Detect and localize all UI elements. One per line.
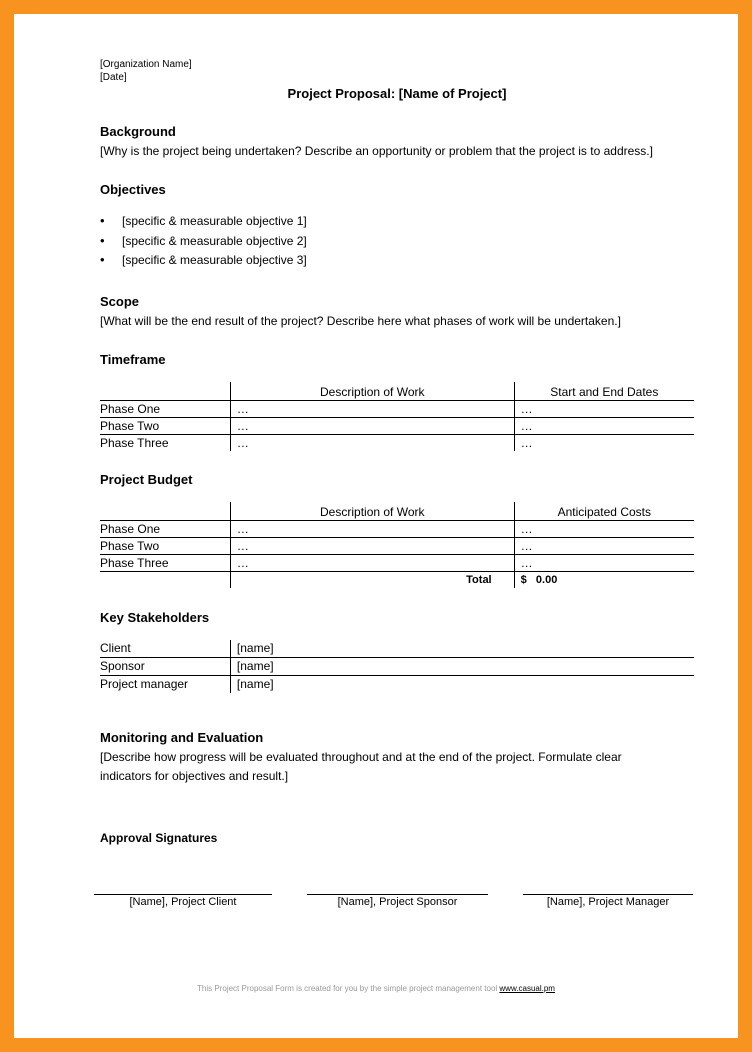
total-label: Total bbox=[230, 572, 514, 589]
signature-line-client bbox=[94, 894, 272, 895]
table-cell: Phase One bbox=[100, 521, 230, 538]
table-cell bbox=[100, 572, 230, 589]
stakeholders-heading: Key Stakeholders bbox=[100, 610, 210, 625]
table-cell: Phase Two bbox=[100, 418, 230, 435]
table-row bbox=[100, 418, 694, 435]
table-header-cell bbox=[100, 382, 230, 401]
table-header-cell bbox=[100, 502, 230, 521]
document-page bbox=[14, 14, 738, 1038]
table-cell: … bbox=[514, 538, 694, 555]
date-field: [Date] bbox=[100, 72, 127, 83]
table-cell: [name] bbox=[230, 640, 694, 658]
table-cell: Phase Three bbox=[100, 555, 230, 572]
table-cell: … bbox=[514, 418, 694, 435]
approval-heading: Approval Signatures bbox=[100, 831, 218, 845]
budget-total-row bbox=[100, 572, 694, 589]
table-header-cell: Description of Work bbox=[230, 502, 514, 521]
background-heading: Background bbox=[100, 124, 176, 139]
scope-heading: Scope bbox=[100, 294, 140, 309]
table-cell: [name] bbox=[230, 658, 694, 676]
organization-name: [Organization Name] bbox=[100, 59, 192, 70]
table-row bbox=[100, 401, 694, 418]
table-cell: … bbox=[514, 521, 694, 538]
table-cell: … bbox=[230, 555, 514, 572]
table-cell: Phase Three bbox=[100, 436, 169, 450]
table-row bbox=[100, 676, 694, 694]
table-cell: Project manager bbox=[100, 677, 189, 691]
table-cell: Phase Two bbox=[100, 538, 230, 555]
signature-label-sponsor: [Name], Project Sponsor bbox=[337, 896, 458, 908]
footer-text: This Project Proposal Form is created for you by the simple project management tool bbox=[197, 984, 500, 993]
table-cell: … bbox=[514, 401, 694, 418]
list-item: • [specific & measurable objective 3] bbox=[100, 253, 307, 273]
table-cell: Client bbox=[100, 640, 230, 658]
footer-link[interactable]: www.casual.pm bbox=[499, 984, 555, 993]
table-header-row bbox=[100, 382, 694, 401]
table-row bbox=[100, 538, 694, 555]
signature-line-sponsor bbox=[307, 894, 488, 895]
budget-table bbox=[100, 502, 694, 588]
table-row bbox=[100, 521, 694, 538]
table-cell: … bbox=[230, 521, 514, 538]
list-item: • [specific & measurable objective 2] bbox=[100, 234, 307, 254]
table-header-row bbox=[100, 502, 694, 521]
background-text: [Why is the project being undertaken? Describe an opportunity or problem that the project is to address.] bbox=[100, 144, 653, 158]
stakeholders-table bbox=[100, 640, 694, 693]
footer bbox=[14, 984, 738, 993]
total-value: $ 0.00 bbox=[514, 572, 694, 589]
timeframe-heading: Timeframe bbox=[100, 352, 166, 367]
list-item: • [specific & measurable objective 1] bbox=[100, 214, 307, 234]
table-row bbox=[100, 640, 694, 658]
table-row bbox=[100, 555, 694, 572]
table-header-cell: Anticipated Costs bbox=[514, 502, 694, 521]
table-cell: … bbox=[230, 538, 514, 555]
table-cell: Sponsor bbox=[100, 658, 230, 676]
monitoring-heading: Monitoring and Evaluation bbox=[100, 730, 264, 745]
timeframe-table bbox=[100, 382, 694, 451]
signature-label-manager: [Name], Project Manager bbox=[546, 896, 670, 908]
table-cell: … bbox=[230, 418, 514, 435]
table-header-cell: Start and End Dates bbox=[514, 382, 694, 401]
table-header-cell: Description of Work bbox=[230, 382, 514, 401]
scope-text: [What will be the end result of the project? Describe here what phases of work will be undertaken.] bbox=[100, 314, 621, 328]
table-row bbox=[100, 658, 694, 676]
table-cell: … bbox=[514, 435, 694, 452]
page-title: Project Proposal: [Name of Project] bbox=[287, 86, 507, 101]
signature-label-client: [Name], Project Client bbox=[129, 896, 237, 908]
table-cell: Phase One bbox=[100, 401, 230, 418]
budget-heading: Project Budget bbox=[100, 472, 193, 487]
table-cell: … bbox=[230, 401, 514, 418]
table-cell: [name] bbox=[230, 676, 694, 694]
objectives-heading: Objectives bbox=[100, 182, 166, 197]
table-row bbox=[100, 435, 694, 452]
table-cell: … bbox=[514, 555, 694, 572]
objectives-list bbox=[100, 214, 307, 273]
signature-line-manager bbox=[523, 894, 693, 895]
monitoring-text: [Describe how progress will be evaluated throughout and at the end of the project. Formulate clear indicators for objectives and result.] bbox=[100, 750, 622, 783]
table-cell: … bbox=[230, 435, 514, 452]
